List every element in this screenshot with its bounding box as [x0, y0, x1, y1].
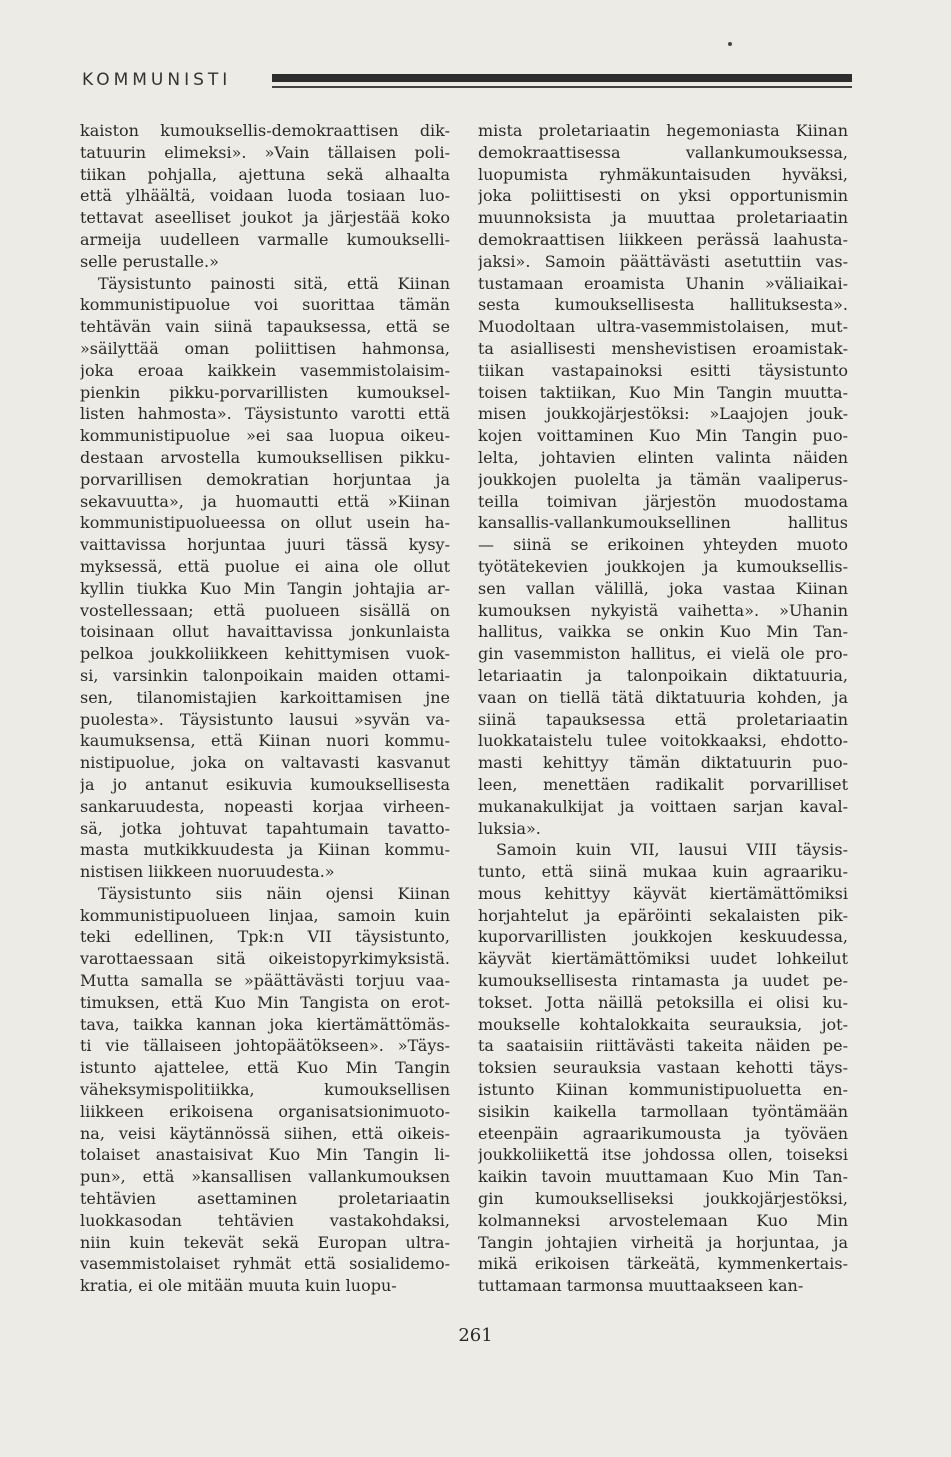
text-line: luopumista ryhmäkuntaisuden hyväksi,: [478, 164, 848, 184]
text-line: toisen taktiikan, Kuo Min Tangin muutta-: [478, 382, 848, 402]
text-line: eteenpäin agraarikumousta ja työväen: [478, 1123, 848, 1143]
text-line: tunto, että siinä mukaa kuin agraariku-: [478, 862, 848, 882]
text-line: gin vasemmiston hallitus, ei vielä ole pro-: [478, 644, 848, 664]
text-line: mista proletariaatin hegemoniasta Kiinan: [478, 121, 848, 140]
text-line: sesta kumouksellisesta hallituksesta».: [478, 295, 848, 315]
text-line: gin kumoukselliseksi joukkojärjestöksi,: [478, 1189, 848, 1209]
header-rule-thick: [272, 74, 852, 82]
running-header: [82, 70, 852, 100]
text-line: ta asiallisesti menshevistisen eroamistak-: [478, 338, 848, 358]
text-line: tatuurin elimeksi». »Vain tällaisen poli-: [80, 142, 450, 162]
text-line: listen hahmosta». Täysistunto varotti että: [80, 404, 450, 424]
text-line: istunto ajattelee, että Kuo Min Tangin: [80, 1058, 450, 1078]
text-line: hallitus, vaikka se onkin Kuo Min Tan-: [478, 622, 848, 642]
text-line: kaumuksensa, että Kiinan nuori kommu-: [80, 731, 450, 751]
text-line: pienkin pikku-porvarillisten kumouksel-: [80, 382, 450, 402]
text-line: kojen voittaminen Kuo Min Tangin puo-: [478, 426, 848, 446]
header-rule-thin: [272, 86, 852, 88]
text-line: toisinaan ollut havaittavissa jonkunlaista: [80, 622, 450, 642]
text-line: joka poliittisesti on yksi opportunismin: [478, 186, 848, 206]
text-line: kommunistipuolueen linjaa, samoin kuin: [80, 905, 450, 925]
text-line: mukanakulkijat ja voittaen sarjan kaval-: [478, 796, 848, 816]
text-line: sekavuutta», ja huomautti että »Kiinan: [80, 491, 450, 511]
right-text-column: [478, 120, 848, 1297]
text-line: sisikin kaikella tarmollaan työntämään: [478, 1101, 848, 1121]
text-line: luokkataistelu tulee voitokkaaksi, ehdotto-: [478, 731, 848, 751]
text-line: kaiston kumouksellis-demokraattisen dik-: [80, 121, 450, 140]
text-line: Täysistunto painosti sitä, että Kiinan: [98, 273, 450, 293]
text-line: tokset. Jotta näillä petoksilla ei olisi ku-: [478, 992, 848, 1012]
text-line: kansallis-vallankumouksellinen hallitus: [478, 513, 848, 533]
text-line: varottaessaan sitä oikeistopyrkimyksistä.: [80, 949, 450, 969]
text-line: ja jo antanut esikuvia kumouksellisesta: [80, 774, 450, 794]
text-line: jaksi». Samoin päättävästi asetuttiin vas-: [478, 251, 848, 271]
text-line: kumouksellisesta rintamasta ja uudet pe-: [478, 971, 848, 991]
text-line: vasemmistolaiset ryhmät että sosialidemo-: [80, 1254, 450, 1274]
page-number: 261: [458, 1325, 493, 1346]
text-line: toksien seurauksia vastaan kehotti täys-: [478, 1058, 848, 1078]
text-line: tava, taikka kannan joka kiertämättömäs-: [80, 1014, 450, 1034]
text-line: »säilyttää oman poliittisen hahmonsa,: [80, 338, 450, 358]
text-line: teilla toimivan järjestön muodostama: [478, 491, 848, 511]
text-line: tehtävän vain siinä tapauksessa, että se: [80, 317, 450, 337]
text-line: niin kuin tekevät sekä Europan ultra-: [80, 1232, 450, 1252]
text-line: kumouksen nykyistä vaihetta». »Uhanin: [478, 600, 848, 620]
text-line: puolesta». Täysistunto lausui »syvän va-: [80, 709, 450, 729]
text-line: si, varsinkin talonpoikain maiden ottami-: [80, 665, 450, 685]
text-line: sä, jotka johtuvat tapahtumain tavatto-: [80, 818, 450, 838]
text-line: lelta, johtavien elinten valinta näiden: [478, 447, 848, 467]
text-line: mous kehittyy käyvät kiertämättömiksi: [478, 883, 848, 903]
text-line: liikkeen erikoisena organisatsionimuoto-: [80, 1101, 450, 1121]
text-line: tettavat aseelliset joukot ja järjestää koko: [80, 208, 450, 228]
text-line: pun», että »kansallisen vallankumouksen: [80, 1167, 450, 1187]
text-line: sen, tilanomistajien karkoittamisen jne: [80, 687, 450, 707]
text-line: väheksymispolitiikka, kumouksellisen: [80, 1080, 450, 1100]
text-line: mikä erikoisen tärkeätä, kymmenkertais-: [478, 1254, 848, 1274]
text-line: tehtävien asettaminen proletariaatin: [80, 1189, 450, 1209]
text-line: Tangin johtajien virheitä ja horjuntaa, ja: [478, 1232, 848, 1252]
text-line: demokraattisen liikkeen perässä laahusta-: [478, 229, 848, 249]
text-line: timuksen, että Kuo Min Tangista on erot-: [80, 992, 450, 1012]
text-line: kolmanneksi arvostelemaan Kuo Min: [478, 1210, 848, 1230]
text-line: tiikan pohjalla, ajettuna sekä alhaalta: [80, 164, 450, 184]
text-line: nistisen liikkeen nuoruudesta.»: [80, 862, 335, 882]
text-line: kratia, ei ole mitään muuta kuin luopu-: [80, 1276, 397, 1296]
text-line: demokraattisessa vallankumouksessa,: [478, 142, 848, 162]
text-line: ti vie tällaiseen johtopäätökseen». »Täys-: [80, 1036, 450, 1056]
text-line: kyllin tiukka Kuo Min Tangin johtajia ar-: [80, 578, 450, 598]
text-line: muunnoksista ja muuttaa proletariaatin: [478, 208, 848, 228]
text-line: ta saataisiin riittävästi takeita näiden pe-: [478, 1036, 848, 1056]
text-line: myksessä, että puolue ei aina ole ollut: [80, 556, 450, 576]
text-line: sankaruudesta, nopeasti korjaa virheen-: [80, 796, 450, 816]
text-line: Samoin kuin VII, lausui VIII täysis-: [496, 840, 848, 860]
text-line: Muodoltaan ultra-vasemmistolaisen, mut-: [478, 317, 848, 337]
text-line: että ylhäältä, voidaan luoda tosiaan luo-: [80, 186, 450, 206]
text-line: leen, menettäen radikalit porvarilliset: [478, 774, 848, 794]
text-line: tiikan vastapainoksi esitti täysistunto: [478, 360, 848, 380]
left-text-column: [80, 120, 450, 1297]
text-line: vostellessaan; että puolueen sisällä on: [80, 600, 450, 620]
text-line: joukkojen puolelta ja tämän vaaliperus-: [478, 469, 848, 489]
text-line: kommunistipuolueessa on ollut usein ha-: [80, 513, 450, 533]
text-line: joka eroaa kaikkein vasemmistolaisim-: [80, 360, 450, 380]
text-line: siinä tapauksessa että proletariaatin: [478, 709, 848, 729]
text-line: masti kehittyy tämän diktatuurin puo-: [478, 753, 848, 773]
text-line: tustamaan eroamista Uhanin »väliaikai-: [478, 273, 848, 293]
text-line: selle perustalle.»: [80, 251, 219, 271]
text-line: Täysistunto siis näin ojensi Kiinan: [98, 883, 450, 903]
text-line: vaittavissa horjuntaa juuri tässä kysy-: [80, 535, 450, 555]
text-line: luksia».: [478, 818, 541, 838]
text-line: na, veisi käytännössä siihen, että oikeis-: [80, 1123, 450, 1143]
text-line: tuttamaan tarmonsa muuttaakseen kan-: [478, 1276, 804, 1296]
text-line: joukkoliikettä itse johdossa ollen, toiseksi: [478, 1145, 848, 1165]
text-line: porvarillisen demokratian horjuntaa ja: [80, 469, 450, 489]
text-line: vaan on tiellä tätä diktatuuria kohden, ja: [478, 687, 848, 707]
text-line: kaikin tavoin muuttamaan Kuo Min Tan-: [478, 1167, 848, 1187]
text-line: horjahtelut ja epäröinti sekalaisten pik-: [478, 905, 848, 925]
text-line: — siinä se erikoinen yhteyden muoto: [478, 535, 848, 555]
text-line: käyvät kiertämättömiksi uudet lohkeilut: [478, 949, 848, 969]
text-line: Mutta samalla se »päättävästi torjuu vaa-: [80, 971, 450, 991]
text-line: masta mutkikkuudesta ja Kiinan kommu-: [80, 840, 450, 860]
text-line: destaan arvostella kumouksellisen pikku-: [80, 447, 450, 467]
text-line: nistipuolue, joka on valtavasti kasvanut: [80, 753, 450, 773]
text-line: sen vallan välillä, joka vastaa Kiinan: [478, 578, 848, 598]
text-line: istunto Kiinan kommunistipuoluetta en-: [478, 1080, 848, 1100]
text-line: kommunistipuolue »ei saa luopua oikeu-: [80, 426, 450, 446]
text-line: kommunistipuolue voi suorittaa tämän: [80, 295, 450, 315]
text-line: työtätekevien joukkojen ja kumouksellis-: [478, 556, 848, 576]
text-line: moukselle kohtalokkaita seurauksia, jot-: [478, 1014, 848, 1034]
text-line: letariaatin ja talonpoikain diktatuuria,: [478, 665, 848, 685]
text-line: armeija uudelleen varmalle kumoukselli-: [80, 229, 450, 249]
text-line: pelkoa joukkoliikkeen kehittymisen vuok-: [80, 644, 450, 664]
text-line: luokkasodan tehtävien vastakohdaksi,: [80, 1210, 450, 1230]
print-speck: [728, 42, 732, 46]
text-line: kuporvarillisten joukkojen keskuudessa,: [478, 927, 848, 947]
journal-title: KOMMUNISTI: [82, 70, 232, 90]
text-line: misen joukkojärjestöksi: »Laajojen jouk-: [478, 404, 848, 424]
text-line: teki edellinen, Tpk:n VII täysistunto,: [80, 927, 450, 947]
text-line: tolaiset anastaisivat Kuo Min Tangin li-: [80, 1145, 450, 1165]
